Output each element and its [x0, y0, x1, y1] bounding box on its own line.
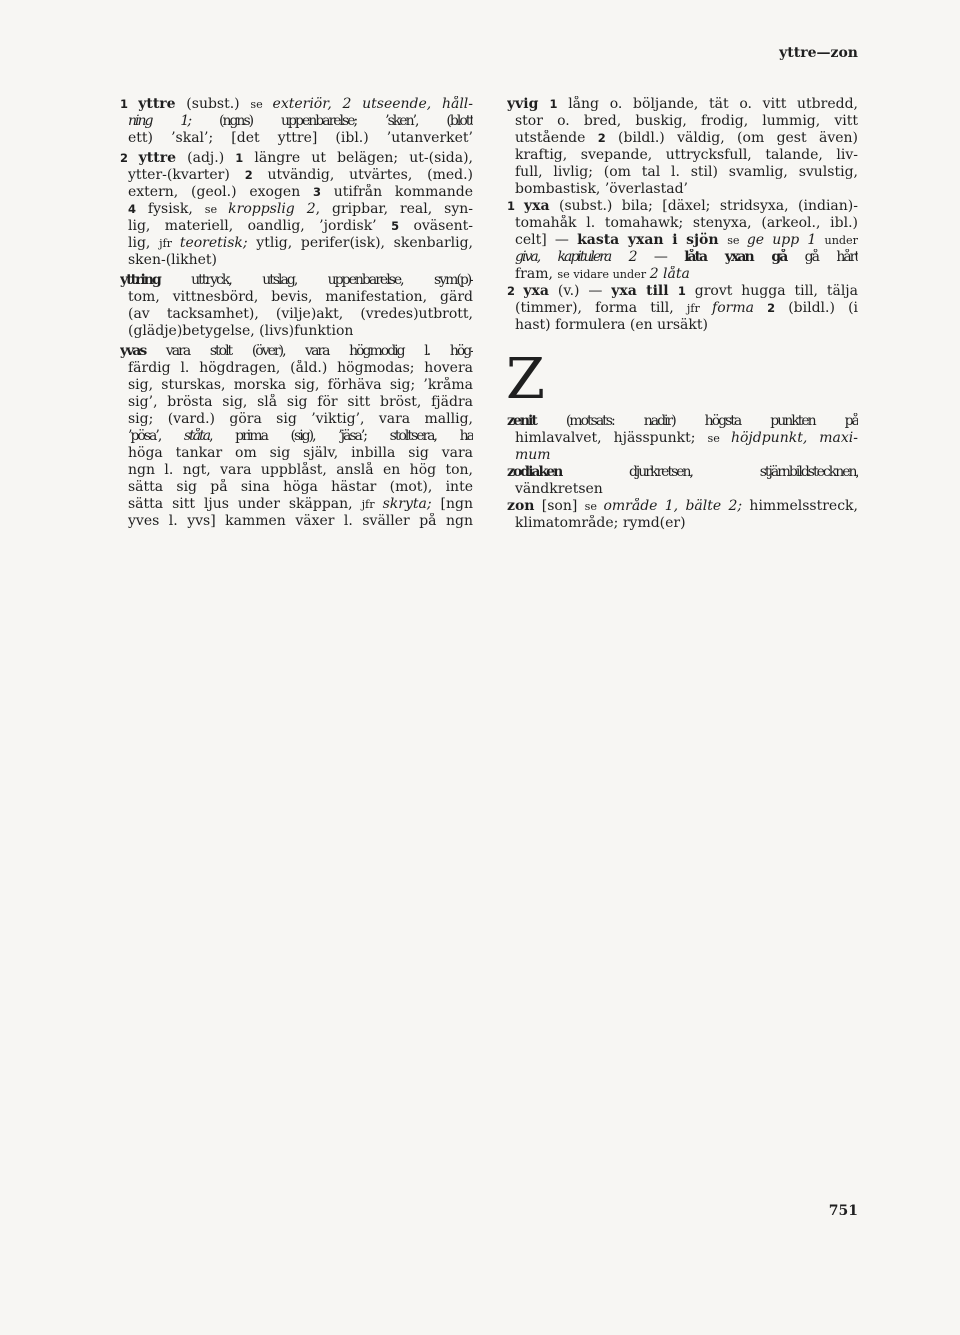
- entry-line-text: [128, 360, 473, 376]
- entry-text: (bildl.) (i: [775, 300, 858, 316]
- entry-text: ett) ’skal’; [det yttre] (ibl.) ’utanverket’: [128, 130, 473, 146]
- entry-text: (bildl.) väldig, (om gest även): [605, 130, 858, 146]
- entry-line: [120, 150, 473, 167]
- entry-text: fram,: [515, 266, 558, 282]
- entry-line: [507, 413, 858, 430]
- entry-line-text: [128, 218, 473, 234]
- idiom-headword: kasta yxan i sjön: [577, 232, 728, 248]
- entry-text: höga tankar om sig själv, inbilla sig vara: [128, 445, 473, 461]
- entry-line: [120, 360, 473, 377]
- entry-text: ’pösa’,: [128, 428, 184, 444]
- entry-line: [120, 306, 473, 323]
- entry-text: himmelsstreck,: [742, 498, 858, 514]
- entry-text: vara stolt (över), vara högmodig l. hög-: [145, 343, 473, 359]
- headword: yttring: [120, 272, 160, 288]
- entry-text: ytlig, perifer(isk), skenbarlig,: [247, 235, 473, 251]
- headword: yvig: [507, 96, 550, 112]
- entry-text: lig, materiell, oandlig, ’jordisk’: [128, 218, 392, 234]
- entry-line-text: [515, 249, 858, 265]
- entry-text: utstående: [515, 130, 598, 146]
- entry-line-text: [515, 147, 858, 163]
- entry-line: [120, 377, 473, 394]
- entry-line-text: [128, 306, 473, 322]
- reference-marker: jfr: [159, 237, 180, 250]
- sense-number: 3: [313, 185, 321, 199]
- cross-reference: ning 1;: [128, 113, 191, 129]
- entry-line: [507, 181, 858, 198]
- entry-text: (av tacksamhet), (vilje)akt, (vredes)utbrott,: [128, 306, 473, 322]
- entry-text: tomahåk l. tomahawk; stenyxa, (arkeol., ibl.): [515, 215, 858, 231]
- entry-text: gå hårt: [786, 249, 858, 265]
- entry-line: [120, 394, 473, 411]
- entry-line-text: [515, 266, 690, 282]
- sense-number: 2: [120, 151, 139, 165]
- entry-text: oväsent-: [399, 218, 473, 234]
- entry-text: (v.) —: [548, 283, 612, 299]
- entry-text: hast) formulera (en ursäkt): [515, 317, 708, 333]
- entry-text: uttryck, utslag, uppenbarelse, sym(p)-: [159, 272, 473, 288]
- entry-line-text: [128, 184, 473, 200]
- entry-text: färdig l. högdragen, (åld.) högmodas; hovera: [128, 360, 473, 376]
- entry-text: utvändig, utvärtes, (med.): [252, 167, 473, 183]
- sense-number: 1: [120, 97, 139, 111]
- entry-text: celt] —: [515, 232, 578, 248]
- entry-text: (glädje)betygelse, (livs)funktion: [128, 323, 354, 339]
- entry-line: [120, 218, 473, 235]
- entry-line: [507, 283, 858, 300]
- entry-line-text: [515, 181, 688, 197]
- entry-text: sig’, brösta sig, slå sig för sitt bröst, fjädra: [128, 394, 473, 410]
- entry-line-text: [128, 167, 473, 183]
- reference-marker: se: [584, 500, 604, 513]
- running-head: yttre—zon: [779, 45, 858, 61]
- entry-line: [120, 252, 473, 269]
- cross-reference: teoretisk;: [179, 235, 248, 251]
- sense-number: 1: [549, 97, 558, 111]
- entry-text: (ngns) uppenbarelse; ’sken’, (blott: [190, 113, 473, 129]
- right-column-y-entries: [507, 96, 858, 334]
- entry-line-text: [120, 343, 473, 359]
- reference-marker: se vidare under: [557, 268, 650, 281]
- cross-reference: ståta: [183, 428, 210, 444]
- entry-line-text: [507, 464, 858, 480]
- entry-line-text: [515, 300, 858, 316]
- sense-number: 2: [244, 168, 253, 182]
- entry-line: [120, 289, 473, 306]
- headword: yttre: [138, 96, 176, 112]
- entry-line-text: [515, 130, 858, 146]
- reference-marker: se: [250, 98, 273, 111]
- entry-text: sätta sitt ljus under skäppan,: [128, 496, 362, 512]
- entry-text: sig, sturskas, morska sig, förhäva sig; ’kråma: [128, 377, 473, 393]
- cross-reference: giva, kapitulera 2: [515, 249, 636, 265]
- entry-line-text: [128, 201, 473, 217]
- entry-text: sken-(likhet): [128, 252, 217, 268]
- sense-number: 1: [507, 199, 524, 213]
- entry-text: vändkretsen: [515, 481, 603, 497]
- entry-text: sätta sig på sina höga hästar (mot), inte: [128, 479, 473, 495]
- reference-marker: se: [204, 203, 229, 216]
- entry-line: [120, 496, 473, 513]
- idiom-headword: låta yxan gå: [684, 249, 787, 265]
- entry-line: [507, 481, 858, 498]
- entry-line-text: [128, 496, 473, 512]
- headword: zodiaken: [507, 464, 562, 480]
- entry-text: (motsats: nadir) högsta punkten på: [535, 413, 858, 429]
- entry-text: stor o. bred, buskig, frodig, lummig, vitt: [515, 113, 858, 129]
- entry-text: lig,: [128, 235, 160, 251]
- entry-text: kraftig, svepande, uttrycksfull, talande, liv-: [515, 147, 858, 163]
- cross-reference: 2 låta: [649, 266, 690, 282]
- entry-line-text: [515, 515, 686, 531]
- dictionary-entry: [120, 343, 473, 530]
- entry-line: [507, 300, 858, 317]
- entry-text: längre ut belägen; ut-(sida),: [243, 150, 473, 166]
- entry-line: [120, 445, 473, 462]
- entry-line-text: [515, 430, 858, 446]
- entry-line-text: [128, 445, 473, 461]
- headword: yttre: [138, 150, 177, 166]
- reference-marker: jfr: [686, 302, 713, 315]
- entry-text: tom, vittnesbörd, bevis, manifestation, gärd: [128, 289, 473, 305]
- entry-line: [507, 164, 858, 181]
- entry-line-text: [128, 462, 473, 478]
- cross-reference: exteriör, 2 utseende, håll-: [272, 96, 473, 112]
- headword: yvas: [120, 343, 146, 359]
- entry-line: [120, 343, 473, 360]
- entry-line: [507, 317, 858, 334]
- entry-line-text: [128, 411, 473, 427]
- reference-marker: se: [727, 234, 747, 247]
- entry-line-text: [507, 413, 858, 429]
- entry-line: [120, 130, 473, 147]
- entry-line-text: [515, 164, 858, 180]
- entry-line-text: [128, 323, 353, 339]
- entry-line-text: [507, 283, 858, 299]
- entry-line-text: [128, 130, 473, 146]
- headword: zon: [507, 498, 535, 514]
- entry-text: sig; (vard.) göra sig ’viktig’, vara mallig,: [128, 411, 473, 427]
- entry-line-text: [507, 198, 858, 214]
- sense-number: 2: [597, 131, 606, 145]
- reference-marker: under: [824, 234, 858, 247]
- sense-number: 1: [677, 284, 686, 298]
- left-column: [120, 96, 473, 530]
- entry-line-text: [515, 317, 708, 333]
- entry-line: [120, 513, 473, 530]
- cross-reference: kroppslig 2: [228, 201, 316, 217]
- entry-line-text: [515, 215, 858, 231]
- entry-text: ytter-(kvarter): [128, 167, 245, 183]
- entry-line: [120, 235, 473, 252]
- entry-line-text: [120, 272, 473, 288]
- entry-line-text: [515, 232, 858, 248]
- dictionary-entry: [120, 96, 473, 147]
- dictionary-entry: [507, 413, 858, 464]
- entry-line: [120, 184, 473, 201]
- cross-reference: ge upp 1: [746, 232, 825, 248]
- entry-line-text: [120, 150, 473, 166]
- entry-line-text: [128, 252, 217, 268]
- entry-line-text: [128, 394, 473, 410]
- entry-line: [120, 113, 473, 130]
- reference-marker: se: [707, 432, 731, 445]
- entry-line: [507, 96, 858, 113]
- entry-text: full, livlig; (om tal l. stil) svamlig, svulstig,: [515, 164, 858, 180]
- entry-line: [507, 498, 858, 515]
- entry-line-text: [128, 377, 473, 393]
- entry-text: lång o. böljande, tät o. vitt utbredd,: [557, 96, 858, 112]
- dictionary-entry: [507, 198, 858, 283]
- entry-line: [507, 430, 858, 447]
- entry-line: [120, 479, 473, 496]
- entry-line: [507, 515, 858, 532]
- entry-line-text: [515, 447, 551, 463]
- right-column-z-entries: [507, 413, 858, 532]
- entry-line: [507, 249, 858, 266]
- entry-line: [507, 464, 858, 481]
- section-letter-heading: Z: [506, 347, 545, 412]
- sense-number: 2: [767, 301, 776, 315]
- entry-text: , prima (sig), ’jäsa’; stoltsera, ha: [209, 428, 473, 444]
- entry-line: [120, 428, 473, 445]
- cross-reference: mum: [515, 447, 551, 463]
- entry-line: [507, 130, 858, 147]
- reference-marker: jfr: [361, 498, 383, 511]
- entry-line-text: [128, 428, 473, 444]
- page-number: 751: [828, 1203, 858, 1219]
- entry-text: bombastisk, ’överlastad’: [515, 181, 688, 197]
- entry-line-text: [515, 481, 603, 497]
- entry-line: [120, 96, 473, 113]
- dictionary-entry: [507, 96, 858, 198]
- cross-reference: forma: [712, 300, 768, 316]
- entry-line: [120, 462, 473, 479]
- sense-number: 2: [507, 284, 524, 298]
- entry-text: (adj.): [176, 150, 236, 166]
- entry-text: (subst.) bila; [däxel; stridsyxa, (indian)-: [549, 198, 858, 214]
- entry-line: [507, 215, 858, 232]
- entry-line: [120, 201, 473, 218]
- sense-number: 4: [128, 202, 136, 216]
- entry-line-text: [507, 96, 858, 112]
- headword: yxa: [523, 283, 549, 299]
- entry-text: [ngn: [431, 496, 473, 512]
- entry-line: [507, 447, 858, 464]
- headword: yxa: [523, 198, 550, 214]
- entry-line: [507, 232, 858, 249]
- entry-line-text: [128, 289, 473, 305]
- entry-line-text: [507, 498, 858, 514]
- entry-line-text: [515, 113, 858, 129]
- entry-line: [507, 198, 858, 215]
- entry-text: ngn l. ngt, vara uppblåst, anslå en hög ton,: [128, 462, 473, 478]
- cross-reference: område 1, bälte 2;: [603, 498, 743, 514]
- entry-text: [son]: [534, 498, 585, 514]
- entry-text: , gripbar, real, syn-: [315, 201, 473, 217]
- entry-line-text: [128, 479, 473, 495]
- entry-text: klimatområde; rymd(er): [515, 515, 686, 531]
- entry-text: —: [635, 249, 685, 265]
- entry-text: himlavalvet, hjässpunkt;: [515, 430, 708, 446]
- cross-reference: skryta;: [382, 496, 432, 512]
- entry-line-text: [128, 113, 473, 129]
- entry-line: [120, 411, 473, 428]
- entry-text: yves l. yvs] kammen växer l. sväller på ngn: [128, 513, 473, 529]
- dictionary-entry: [120, 272, 473, 340]
- entry-line-text: [128, 513, 473, 529]
- entry-text: extern, (geol.) exogen: [128, 184, 313, 200]
- entry-line: [120, 323, 473, 340]
- entry-line-text: [120, 96, 473, 112]
- entry-line: [507, 266, 858, 283]
- sense-number: 5: [391, 219, 400, 233]
- dictionary-entry: [507, 283, 858, 334]
- entry-line: [507, 113, 858, 130]
- idiom-headword: yxa till: [611, 283, 678, 299]
- sense-number: 1: [235, 151, 244, 165]
- entry-text: utifrån kommande: [320, 184, 473, 200]
- dictionary-entry: [507, 498, 858, 532]
- entry-line: [120, 272, 473, 289]
- cross-reference: höjdpunkt, maxi-: [730, 430, 858, 446]
- headword: zenit: [507, 413, 536, 429]
- dictionary-entry: [120, 150, 473, 269]
- entry-line: [120, 167, 473, 184]
- entry-text: (timmer), forma till,: [515, 300, 687, 316]
- entry-text: fysisk,: [135, 201, 205, 217]
- entry-text: (subst.): [175, 96, 251, 112]
- entry-text: grovt hugga till, tälja: [685, 283, 858, 299]
- entry-line: [507, 147, 858, 164]
- dictionary-entry: [507, 464, 858, 498]
- entry-line-text: [128, 235, 473, 251]
- entry-text: djurkretsen, stjärnbildstecknen,: [561, 464, 858, 480]
